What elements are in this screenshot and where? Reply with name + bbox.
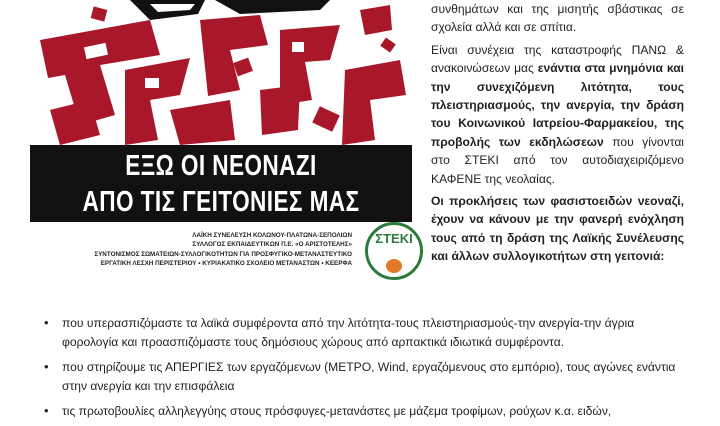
organization-line: ΕΡΓΑΤΙΚΗ ΛΕΣΧΗ ΠΕΡΙΣΤΕΡΙΟΥ • ΚΥΡΙΑΚΑΤΙΚΟ ΣΧΟΛΕΙΟ ΜΕΤΑΝΑΣΤΩΝ • ΚΕΕΡΦΑ <box>100 260 352 268</box>
paragraph-3-bold: Οι προκλήσεις των φασιστοειδών νεοναζί, έχουν να κάνουν με την φανερή ενόχληση τους από τη δράση της Λαϊκής Συνέλευσης και άλλων συλλογικοτήτων στη γειτονιά: <box>431 194 684 264</box>
steki-logo <box>365 222 423 280</box>
bullet-item <box>44 402 688 421</box>
paragraph-2 <box>431 41 684 188</box>
headline-line-2: ΑΠΟ ΤΙΣ ΓΕΙΤΟΝΙΕΣ ΜΑΣ <box>82 186 360 218</box>
organizations-list <box>70 231 352 269</box>
headline-banner <box>30 145 412 222</box>
text-column <box>431 0 684 270</box>
paragraph-2-end: που γίνονται στο ΣΤΕΚΙ από τον αυτοδιαχειριζόμενο ΚΑΦΕΝΕ της νεολαίας. <box>431 134 684 186</box>
logo-emblem-icon <box>386 259 402 273</box>
paragraph-3 <box>431 192 684 266</box>
bullet-item <box>44 358 688 395</box>
bullet-icon: • <box>44 359 49 374</box>
paragraph-2-bold: ενάντια στα μνημόνια και την συνεχιζόμενη λιτότητα, τους πλειστηριασμούς, την ανεργία, την δράση του Κοινωνικού Ιατρείου-Φαρμακείου, της προβολής των εκδηλώσεων <box>431 61 685 149</box>
poster-image <box>30 0 412 300</box>
vandalized-swastika-artwork <box>30 0 412 150</box>
bullet-text: που υπερασπιζόμαστε τα λαϊκά συμφέροντα από την λιτότητα-τους πλειστηριασμούς-την ανεργία-την άγρια φορολογία και προασπιζόμαστε τους δημόσιους χώρους από αρπακτικά ιδιωτικά συμφέροντα. <box>62 316 635 349</box>
bullet-text: που στηρίζουμε τις ΑΠΕΡΓΙΕΣ των εργαζόμενων (ΜΕΤΡΟ, Wind, εργαζόμενους στο εμπόριο), τους αγώνες ενάντια στην ανεργία και την επισφάλεια <box>62 360 676 393</box>
bullet-text: τις πρωτοβουλίες αλληλεγγύης στους πρόσφυγες-μετανάστες με μάζεμα τροφίμων, ρούχων κ.α. ειδών, <box>62 404 612 418</box>
headline-line-1: ΕΞΩ ΟΙ ΝΕΟΝΑΖΙ <box>125 150 317 182</box>
organization-line: ΣΥΝΤΟΝΙΣΜΟΣ ΣΩΜΑΤΕΙΩΝ-ΣΥΛΛΟΓΙΚΟΤΗΤΩΝ ΓΙΑ ΠΡΟΣΦΥΓΙΚΟ-ΜΕΤΑΝΑΣΤΕΥΤΙΚΟ <box>94 250 352 258</box>
organization-line: ΣΥΛΛΟΓΟΣ ΕΚΠΑΙΔΕΥΤΙΚΩΝ Π.Ε. «Ο ΑΡΙΣΤΟΤΕΛΗΣ» <box>192 241 352 249</box>
organization-line: ΛΑΪΚΗ ΣΥΝΕΛΕΥΣΗ ΚΟΛΩΝΟΥ-ΠΛΑΤΩΝΑ-ΣΕΠΟΛΙΩΝ <box>192 232 352 239</box>
bullet-icon: • <box>44 315 49 330</box>
bullet-item <box>44 314 688 351</box>
bullet-icon: • <box>44 403 49 418</box>
paragraph-1: συνθημάτων και της μισητής σβάστικας σε σχολεία αλλά και σε σπίτια. <box>431 2 684 35</box>
paragraph-2-intro: Είναι συνέχεια της καταστροφής ΠΑΝΩ & ανακοινώσεων μας <box>431 42 684 76</box>
logo-title: ΣΤΕΚΙ <box>375 231 413 246</box>
